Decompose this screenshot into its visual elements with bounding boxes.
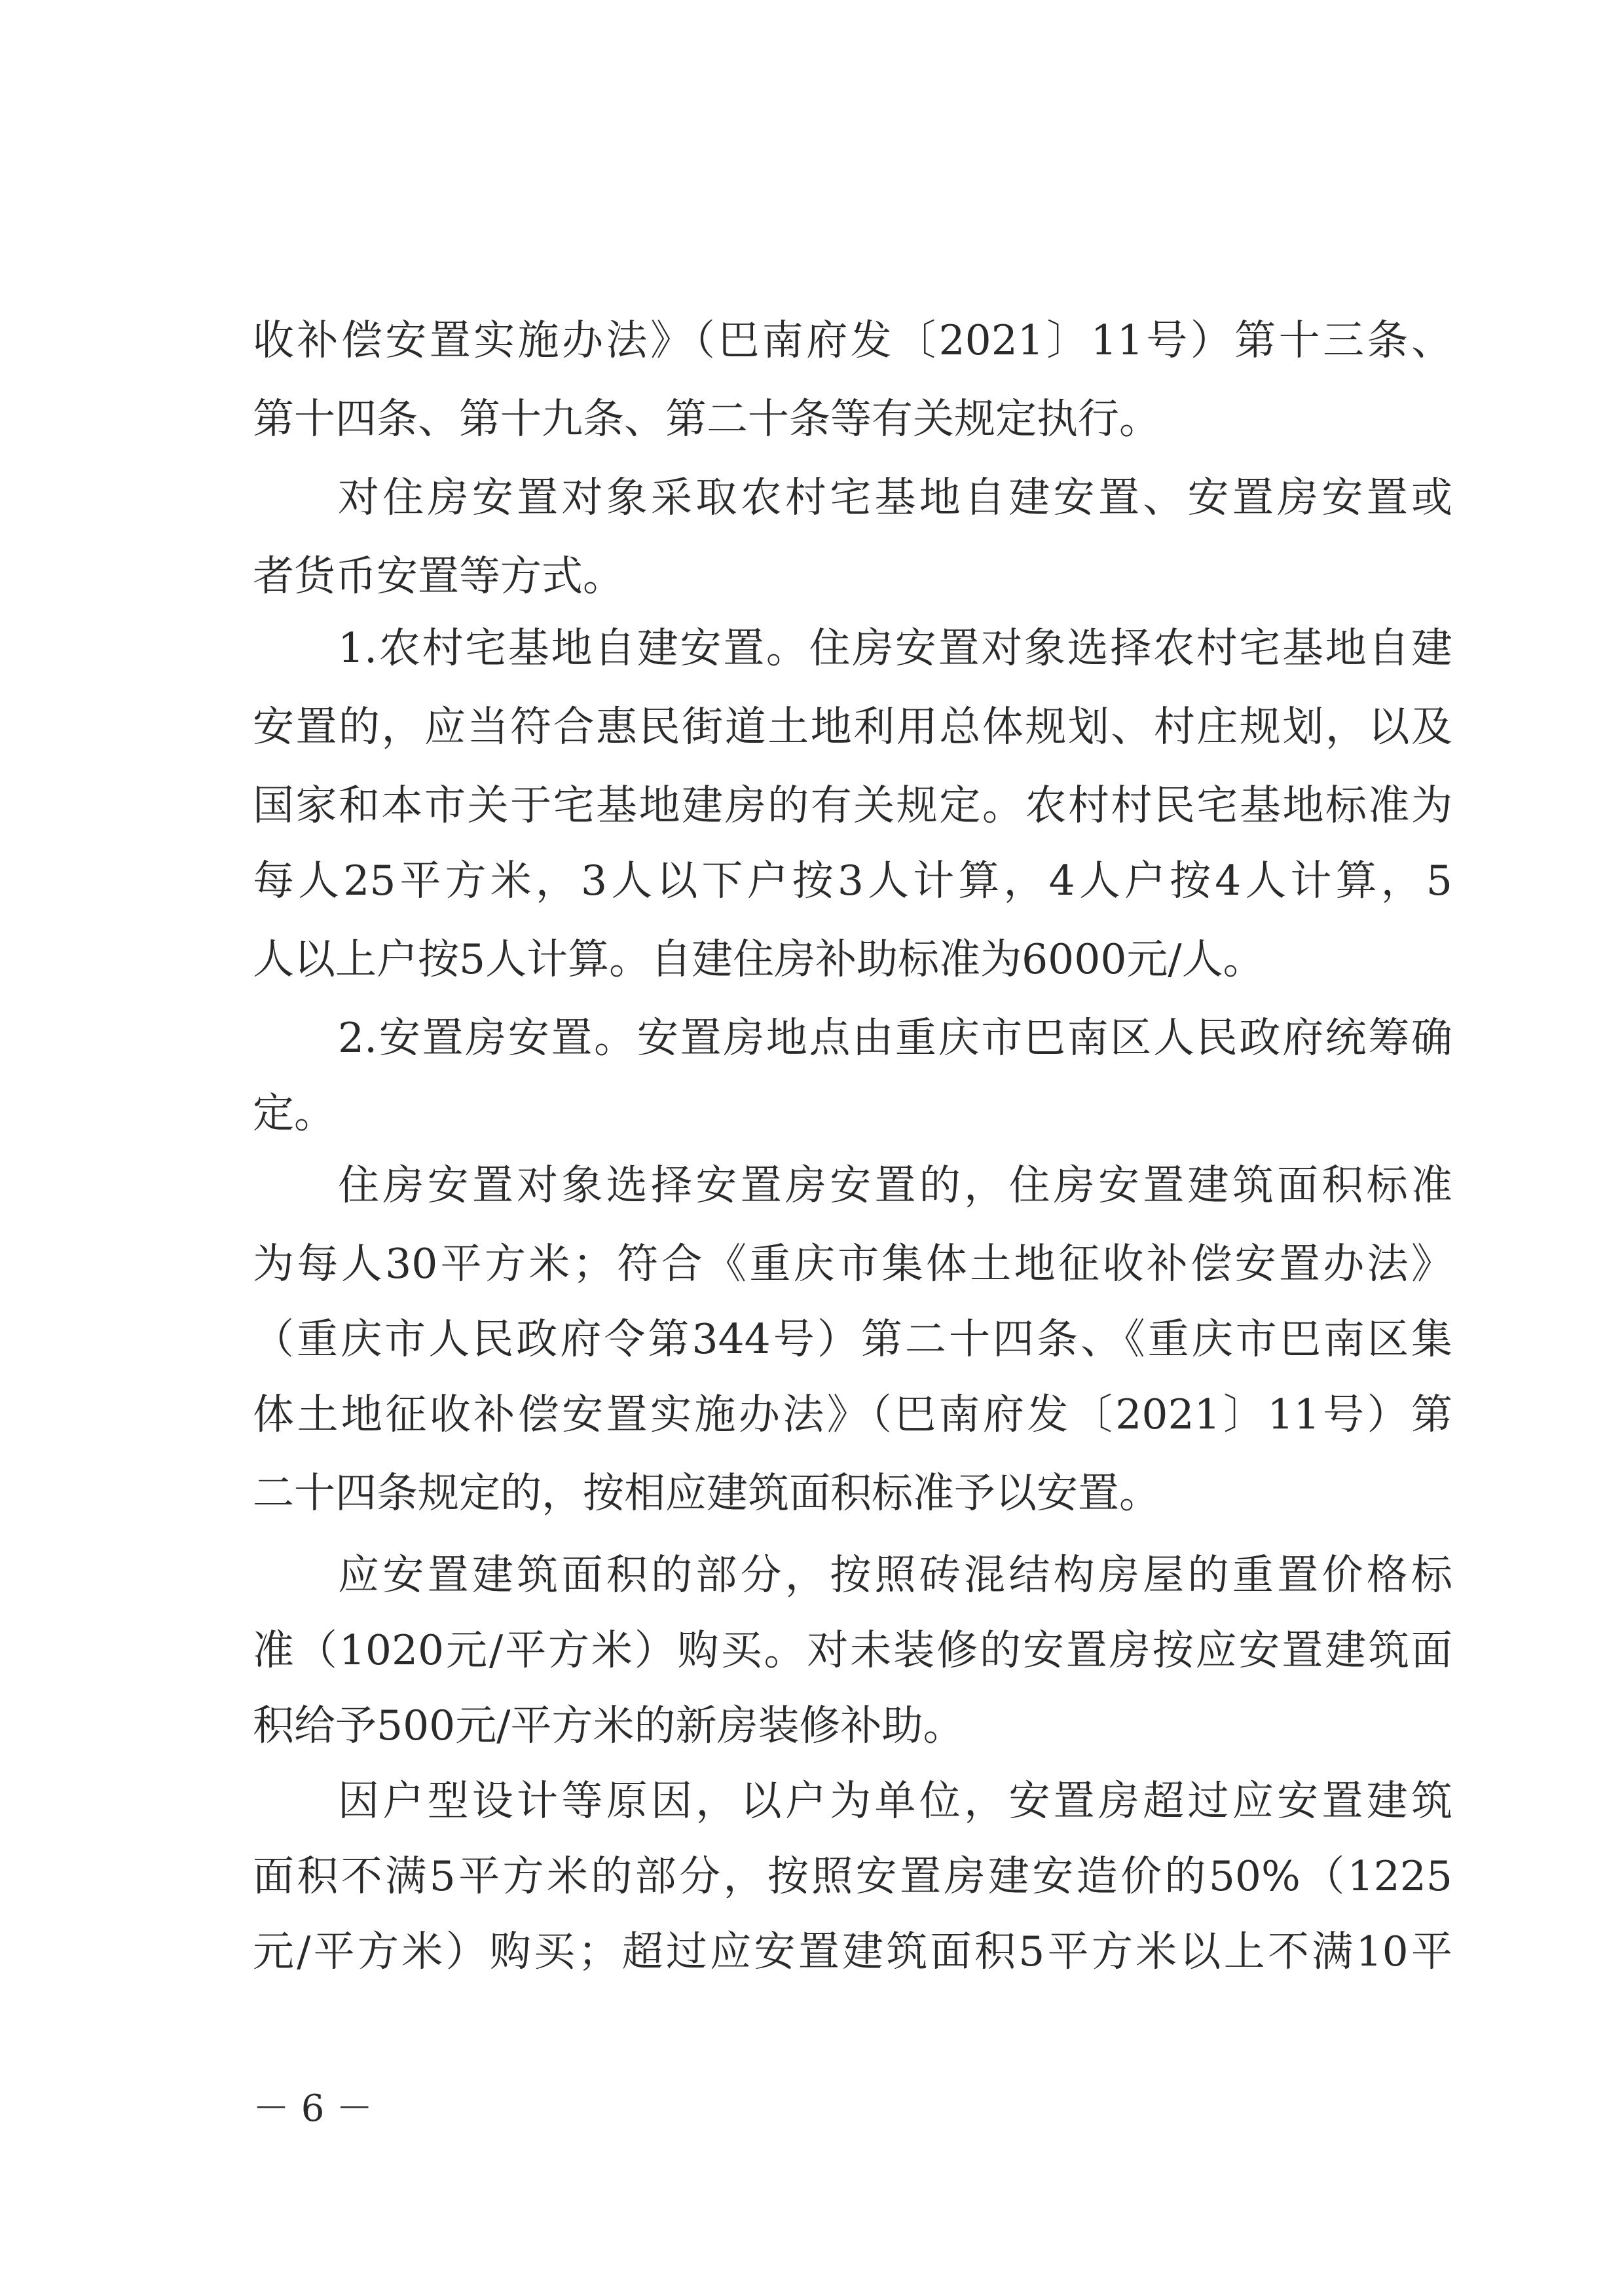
text-line: 收补偿安置实施办法》（巴南府发〔2021〕11号）第十三条、 (253, 316, 1452, 364)
text-line: 住房安置对象选择安置房安置的，住房安置建筑面积标准 (338, 1161, 1452, 1209)
text-line: 每人25平方米，3人以下户按3人计算，4人户按4人计算，5 (253, 857, 1452, 905)
text-line: 二十四条规定的，按相应建筑面积标准予以安置。 (253, 1469, 1160, 1517)
text-line: 元/平方米）购买；超过应安置建筑面积5平方米以上不满10平 (253, 1928, 1452, 1975)
text-line: 第十四条、第十九条、第二十条等有关规定执行。 (253, 395, 1160, 443)
text-line: 积给予500元/平方米的新房装修补助。 (253, 1702, 965, 1749)
text-line: 为每人30平方米；符合《重庆市集体土地征收补偿安置办法》 (253, 1240, 1452, 1288)
text-line: 1.农村宅基地自建安置。住房安置对象选择农村宅基地自建 (338, 624, 1452, 672)
text-line: 2.安置房安置。安置房地点由重庆市巴南区人民政府统筹确 (338, 1014, 1452, 1062)
text-line: 国家和本市关于宅基地建房的有关规定。农村村民宅基地标准为 (253, 781, 1452, 829)
text-line: 面积不满5平方米的部分，按照安置房建安造价的50%（1225 (253, 1852, 1452, 1900)
text-line: 者货币安置等方式。 (253, 552, 624, 600)
text-line: 对住房安置对象采取农村宅基地自建安置、安置房安置或 (338, 474, 1452, 521)
text-line: 准（1020元/平方米）购买。对未装修的安置房按应安置建筑面 (253, 1626, 1452, 1674)
text-line: （重庆市人民政府令第344号）第二十四条、《重庆市巴南区集 (253, 1315, 1452, 1363)
text-line: 安置的，应当符合惠民街道土地利用总体规划、村庄规划，以及 (253, 703, 1452, 751)
text-line: 人以上户按5人计算。自建住房补助标准为6000元/人。 (253, 935, 1264, 983)
text-line: 定。 (253, 1089, 335, 1137)
page-number: － 6 － (253, 2087, 373, 2130)
text-line: 体土地征收补偿安置实施办法》（巴南府发〔2021〕11号）第 (253, 1390, 1452, 1438)
text-line: 应安置建筑面积的部分，按照砖混结构房屋的重置价格标 (338, 1551, 1452, 1599)
text-line: 因户型设计等原因，以户为单位，安置房超过应安置建筑 (338, 1777, 1452, 1825)
